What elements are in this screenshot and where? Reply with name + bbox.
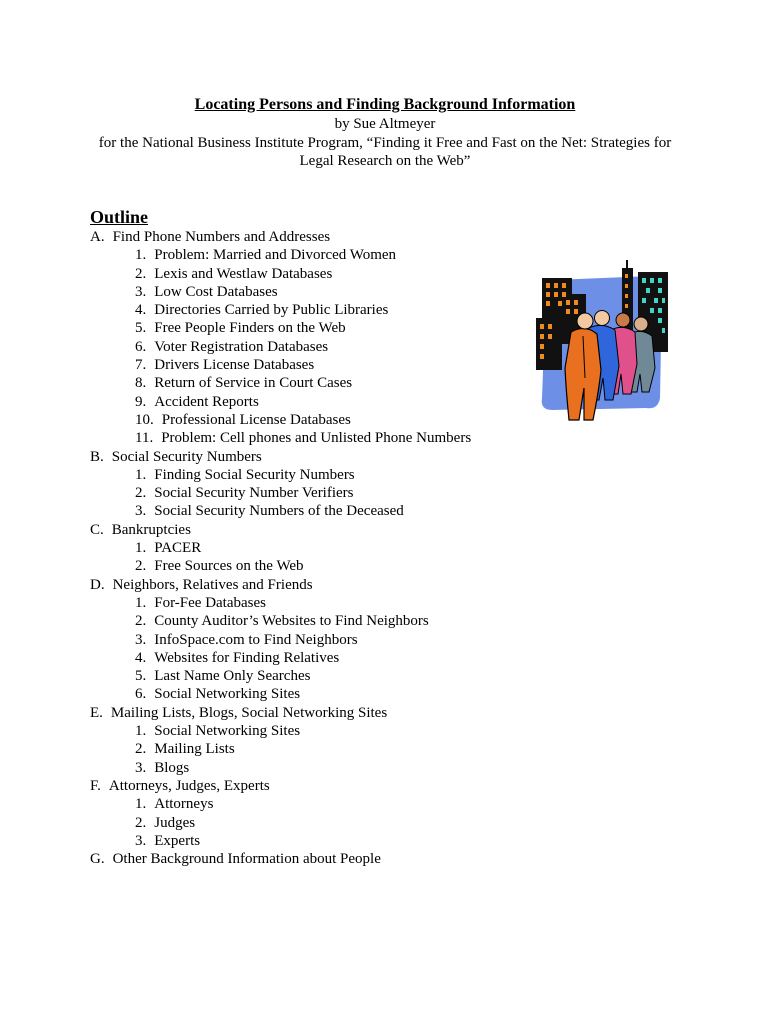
item-number: 5. xyxy=(135,668,147,685)
outline-item xyxy=(0,649,520,667)
item-number: 1. xyxy=(135,796,147,813)
item-number: 4. xyxy=(135,302,147,319)
item-number: 8. xyxy=(135,375,147,392)
item-number: 10. xyxy=(135,411,154,428)
outline-section xyxy=(0,521,520,539)
section-title: Find Phone Numbers and Addresses xyxy=(112,229,331,245)
item-text: Social Networking Sites xyxy=(154,723,301,740)
item-number: 2. xyxy=(135,741,147,758)
item-number: 4. xyxy=(135,649,147,666)
item-number: 6. xyxy=(135,338,147,355)
outline-section xyxy=(0,228,520,246)
byline: by Sue Altmeyer xyxy=(334,116,436,132)
program-line: Legal Research on the Web” xyxy=(299,153,471,169)
outline-item xyxy=(0,539,520,557)
item-number: 5. xyxy=(135,320,147,337)
section-letter: D. xyxy=(90,576,105,593)
item-text: Social Security Numbers of the Deceased xyxy=(154,503,404,520)
item-number: 7. xyxy=(135,357,147,374)
item-number: 3. xyxy=(135,283,147,300)
item-text: Social Security Number Verifiers xyxy=(154,485,354,502)
item-text: Free People Finders on the Web xyxy=(154,320,346,337)
item-number: 3. xyxy=(135,503,147,520)
item-number: 2. xyxy=(135,558,147,575)
item-text: Problem: Cell phones and Unlisted Phone Numbers xyxy=(161,430,472,447)
section-letter: F. xyxy=(90,777,101,794)
item-text: Professional License Databases xyxy=(161,411,351,428)
outline-item xyxy=(0,502,520,520)
outline-item xyxy=(0,667,520,685)
section-title: Social Security Numbers xyxy=(111,448,262,465)
item-number: 3. xyxy=(135,631,147,648)
item-text: County Auditor’s Websites to Find Neighbors xyxy=(154,613,429,630)
item-number: 11. xyxy=(135,430,154,447)
item-text: For-Fee Databases xyxy=(154,594,266,611)
outline-item xyxy=(0,795,520,813)
section-letter: G. xyxy=(90,851,105,868)
outline-item xyxy=(0,265,520,283)
item-number: 1. xyxy=(135,247,147,264)
outline-item xyxy=(0,631,520,649)
section-title: Neighbors, Relatives and Friends xyxy=(112,576,313,593)
item-number: 3. xyxy=(135,832,147,849)
outline-section xyxy=(0,777,520,795)
item-text: Judges xyxy=(154,814,196,831)
outline-section xyxy=(0,448,520,466)
item-text: Lexis and Westlaw Databases xyxy=(154,265,333,282)
item-text: Drivers License Databases xyxy=(154,357,315,374)
outline-section xyxy=(0,704,520,722)
item-text: Experts xyxy=(154,832,201,849)
item-text: Social Networking Sites xyxy=(154,686,301,703)
outline-item xyxy=(0,484,520,502)
outline-section xyxy=(0,850,520,868)
item-number: 9. xyxy=(135,393,147,410)
outline-list xyxy=(0,228,520,868)
item-number: 2. xyxy=(135,485,147,502)
item-number: 1. xyxy=(135,723,147,740)
item-text: Last Name Only Searches xyxy=(154,668,311,685)
item-text: Free Sources on the Web xyxy=(154,558,304,575)
outline-heading: Outline xyxy=(90,207,149,227)
item-number: 2. xyxy=(135,814,147,831)
section-title: Attorneys, Judges, Experts xyxy=(108,777,270,794)
section-title: Bankruptcies xyxy=(111,521,191,538)
outline-item xyxy=(0,759,520,777)
outline-item xyxy=(0,722,520,740)
section-title: Mailing Lists, Blogs, Social Networking Sites xyxy=(110,704,388,721)
outline-item xyxy=(0,429,520,447)
outline-item xyxy=(0,411,520,429)
item-number: 6. xyxy=(135,686,147,703)
outline-item xyxy=(0,466,520,484)
outline-section xyxy=(0,576,520,594)
item-text: Voter Registration Databases xyxy=(154,338,329,355)
item-text: Low Cost Databases xyxy=(154,283,278,300)
outline-item xyxy=(0,374,520,392)
outline-item xyxy=(0,557,520,575)
item-text: Blogs xyxy=(154,759,190,776)
document-title: Locating Persons and Finding Background Information xyxy=(194,96,576,113)
outline-item xyxy=(0,283,520,301)
item-number: 2. xyxy=(135,265,147,282)
item-text: Websites for Finding Relatives xyxy=(154,649,340,666)
outline-item xyxy=(0,612,520,630)
section-letter: E. xyxy=(90,704,103,721)
item-number: 1. xyxy=(135,466,147,483)
outline-item xyxy=(0,301,520,319)
outline-item xyxy=(0,338,520,356)
item-text: PACER xyxy=(154,540,202,557)
outline-item xyxy=(0,594,520,612)
outline-item xyxy=(0,393,520,411)
outline-item xyxy=(0,246,520,264)
item-text: Problem: Married and Divorced Women xyxy=(154,247,397,264)
outline-item xyxy=(0,740,520,758)
item-text: Directories Carried by Public Libraries xyxy=(154,302,389,319)
section-letter: B. xyxy=(90,448,104,465)
section-title: Other Background Information about People xyxy=(112,851,381,868)
item-text: Mailing Lists xyxy=(154,741,235,758)
city-skyline-people-icon xyxy=(528,258,670,426)
program-line: for the National Business Institute Program, “Finding it Free and Fast on the Net: Strategies for xyxy=(98,135,672,151)
outline-item xyxy=(0,356,520,374)
section-letter: C. xyxy=(90,521,104,538)
item-number: 2. xyxy=(135,613,147,630)
item-text: Finding Social Security Numbers xyxy=(154,466,355,483)
outline-item xyxy=(0,814,520,832)
item-number: 1. xyxy=(135,540,147,557)
item-text: Attorneys xyxy=(154,796,214,813)
item-number: 3. xyxy=(135,759,147,776)
outline-item xyxy=(0,319,520,337)
item-text: Accident Reports xyxy=(154,393,259,410)
section-letter: A. xyxy=(90,229,105,245)
outline-item xyxy=(0,685,520,703)
item-text: InfoSpace.com to Find Neighbors xyxy=(154,631,358,648)
item-text: Return of Service in Court Cases xyxy=(154,375,353,392)
item-number: 1. xyxy=(135,594,147,611)
outline-item xyxy=(0,832,520,850)
